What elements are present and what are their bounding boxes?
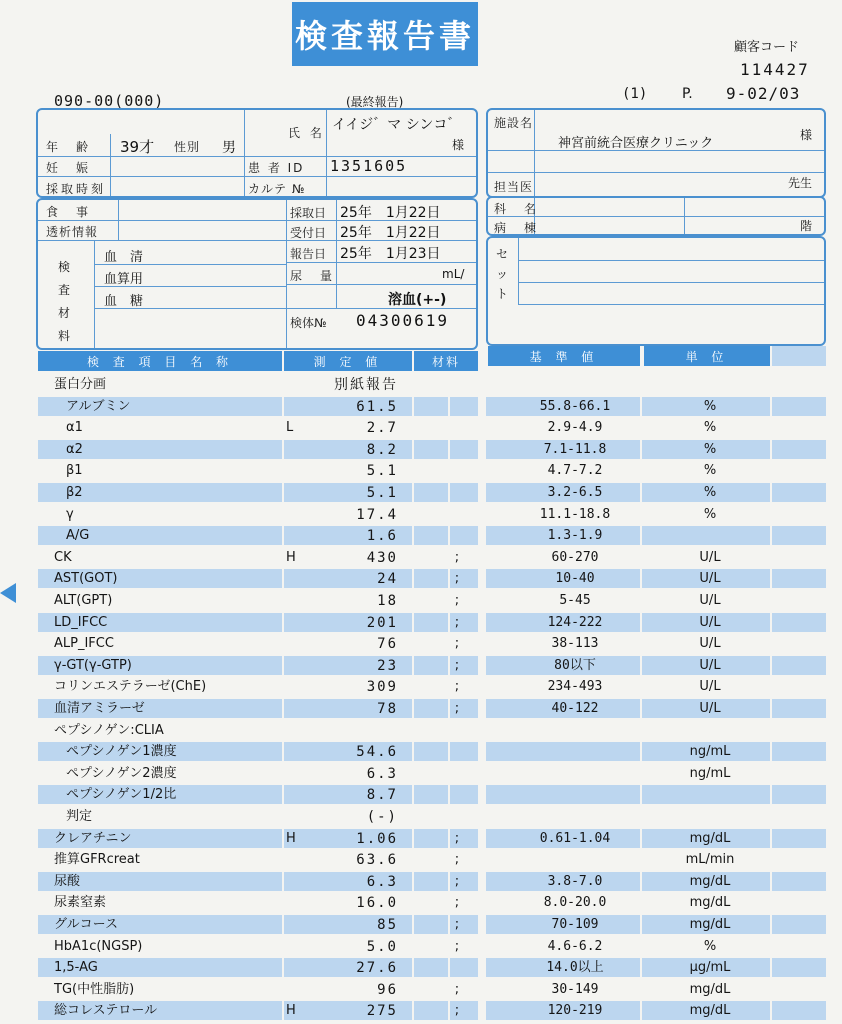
row-material-mark: ;: [454, 917, 460, 932]
collect-date-label: 採取日: [290, 206, 327, 220]
sex-label: 性別: [174, 140, 201, 154]
table-row: [0, 525, 842, 547]
table-row: [0, 892, 842, 914]
department-label: 科 名: [494, 202, 540, 216]
table-row: [0, 547, 842, 569]
receive-date-label: 受付日: [290, 226, 327, 240]
material-blood-count: 血算用: [104, 272, 144, 287]
row-reference: 124-222: [547, 614, 603, 630]
table-row: [0, 655, 842, 677]
row-material-mark: ;: [454, 852, 460, 868]
row-material-mark: ;: [454, 549, 460, 565]
header-material: 材料: [414, 351, 478, 371]
row-item-name: 尿酸: [54, 873, 81, 889]
row-reference: 3.2-6.5: [547, 485, 603, 500]
meal-label: 食 事: [46, 205, 92, 219]
row-material-mark: ;: [454, 593, 460, 608]
row-value: 63.6: [356, 852, 398, 869]
row-item-name: 血清アミラーゼ: [54, 701, 145, 716]
table-row: [0, 936, 842, 958]
row-reference: 11.1-18.8: [539, 506, 611, 522]
collection-time-label: 採取時刻: [46, 182, 107, 196]
row-value: 275: [366, 1003, 398, 1020]
table-row: [0, 590, 842, 612]
row-item-name: β1: [66, 463, 83, 479]
table-row: [0, 568, 842, 590]
row-value: 5.0: [366, 938, 398, 955]
table-row: [0, 633, 842, 655]
row-value: 2.7: [366, 420, 398, 437]
row-unit: %: [703, 441, 717, 457]
row-value: 61.5: [356, 398, 398, 415]
facility-honorific: 様: [800, 128, 813, 142]
row-value: 76: [377, 636, 398, 653]
row-reference: 4.6-6.2: [547, 938, 603, 954]
results-table: [0, 374, 842, 1024]
row-reference: 14.0以上: [546, 960, 604, 976]
table-row: [0, 741, 842, 763]
table-row: [0, 374, 842, 396]
row-item-name: 尿素窒素: [54, 895, 107, 911]
table-row: [0, 979, 842, 1001]
row-item-name: アルブミン: [66, 398, 131, 414]
table-row: [0, 871, 842, 893]
row-item-name: CK: [54, 549, 72, 565]
row-value: 別紙報告: [334, 377, 398, 393]
header-item-name: 検 査 項 目 名 称: [38, 351, 282, 371]
row-item-name: AST(GOT): [54, 571, 118, 587]
row-unit: U/L: [699, 571, 721, 587]
row-flag: H: [286, 1003, 296, 1019]
row-value: 27.6: [356, 960, 398, 977]
sample-info-box: [36, 198, 478, 350]
row-unit: U/L: [699, 593, 721, 608]
facility-label: 施設名: [494, 116, 534, 130]
row-value: 8.2: [366, 441, 398, 458]
table-row: [0, 482, 842, 504]
row-item-name: α1: [66, 420, 83, 436]
row-item-name: γ: [66, 506, 74, 522]
row-value: 201: [366, 614, 398, 631]
row-reference: 3.8-7.0: [547, 873, 603, 889]
row-value: 16.0: [356, 895, 398, 912]
table-row: [0, 763, 842, 785]
material-glucose: 血 糖: [104, 294, 144, 309]
table-row: [0, 396, 842, 418]
row-material-mark: ;: [454, 636, 460, 652]
row-item-name: α2: [66, 441, 83, 457]
row-material-mark: ;: [454, 830, 460, 846]
row-unit: mg/dL: [689, 917, 731, 932]
row-item-name: 蛋白分画: [54, 377, 107, 392]
header-unit: 単 位: [644, 346, 770, 366]
row-reference: 120-219: [547, 1003, 603, 1019]
set-label: セ ッ ト: [496, 247, 509, 301]
row-unit: U/L: [699, 614, 721, 630]
table-row: [0, 914, 842, 936]
row-item-name: A/G: [66, 528, 90, 544]
collect-date: 25年 1月22日: [340, 205, 441, 221]
table-row: [0, 784, 842, 806]
facility-name: 神宮前統合医療クリニック: [558, 136, 714, 151]
row-reference: 4.7-7.2: [547, 463, 603, 479]
row-item-name: TG(中性脂肪): [54, 981, 135, 997]
customer-code-label: 顧客コード: [734, 40, 800, 55]
row-reference: 1.3-1.9: [547, 528, 603, 544]
row-flag: L: [286, 420, 294, 436]
row-unit: mg/dL: [689, 981, 731, 997]
name-label: 氏 名: [288, 126, 325, 140]
set-box: [486, 236, 826, 346]
urine-label: 尿 量: [290, 269, 336, 283]
row-value: 23: [377, 657, 398, 674]
table-row: [0, 417, 842, 439]
table-row: [0, 698, 842, 720]
row-unit: U/L: [699, 657, 721, 673]
row-reference: 60-270: [551, 549, 599, 565]
row-value: 5.1: [366, 463, 398, 480]
row-unit: U/L: [699, 549, 721, 565]
doctor-label: 担当医: [494, 180, 534, 194]
row-unit: mg/dL: [689, 895, 731, 911]
row-material-mark: ;: [454, 614, 460, 630]
row-unit: %: [703, 463, 717, 479]
row-reference: 80以下: [554, 657, 596, 673]
row-value: 85: [377, 917, 398, 933]
report-status: (最終報告): [346, 95, 404, 109]
row-reference: 10-40: [555, 571, 595, 587]
table-row: [0, 676, 842, 698]
row-item-name: γ-GT(γ-GTP): [54, 657, 132, 673]
row-material-mark: ;: [454, 701, 460, 716]
row-value: 6.3: [366, 765, 398, 782]
row-unit: mg/dL: [689, 830, 731, 846]
row-value: 78: [377, 701, 398, 717]
table-row: [0, 957, 842, 979]
table-row: [0, 439, 842, 461]
row-reference: 5-45: [559, 593, 591, 608]
department-box: [486, 196, 826, 236]
row-material-mark: ;: [454, 873, 460, 889]
row-value: (-): [366, 809, 398, 825]
specimen-label: 検体№: [290, 316, 327, 330]
patient-info-box: [36, 108, 478, 198]
row-item-name: 推算GFRcreat: [54, 852, 140, 868]
row-flag: H: [286, 549, 296, 565]
specimen-number: 04300619: [356, 311, 450, 330]
row-flag: H: [286, 830, 296, 846]
row-material-mark: ;: [454, 938, 460, 954]
row-item-name: ペプシノゲン2濃度: [66, 765, 177, 781]
dialysis-label: 透析情報: [46, 225, 99, 239]
row-value: 18: [377, 593, 398, 609]
row-material-mark: ;: [454, 895, 460, 911]
row-reference: 55.8-66.1: [539, 398, 611, 414]
row-item-name: 判定: [66, 809, 93, 824]
row-unit: μg/mL: [689, 960, 731, 976]
doctor-suffix: 先生: [788, 176, 813, 190]
hemolysis: 溶血(+-): [388, 292, 447, 308]
row-unit: U/L: [699, 679, 721, 695]
table-row: [0, 828, 842, 850]
row-unit: %: [703, 420, 717, 436]
row-value: 430: [366, 549, 398, 566]
report-id: 090-00(000): [54, 92, 165, 110]
row-unit: %: [703, 506, 717, 522]
patient-id-label: 患 者 ID: [248, 161, 305, 175]
row-item-name: 1,5-AG: [54, 960, 98, 976]
row-reference: 38-113: [551, 636, 599, 652]
page-arrow-icon[interactable]: [0, 583, 16, 603]
row-value: 309: [366, 679, 398, 696]
row-material-mark: ;: [454, 657, 460, 673]
report-date-label: 報告日: [290, 247, 327, 261]
row-unit: %: [703, 485, 717, 500]
row-material-mark: ;: [454, 571, 460, 587]
row-item-name: 総コレステロール: [54, 1003, 158, 1019]
row-item-name: LD_IFCC: [54, 614, 108, 630]
report-date: 25年 1月23日: [340, 246, 441, 262]
row-value: 5.1: [366, 485, 398, 501]
urine-unit: mL/: [442, 267, 465, 281]
facility-info-box: [486, 108, 826, 198]
floor-suffix: 階: [800, 219, 813, 233]
row-unit: ng/mL: [689, 765, 731, 781]
row-item-name: β2: [66, 485, 83, 500]
row-unit: %: [703, 398, 717, 414]
row-value: 24: [377, 571, 398, 588]
customer-code: 114427: [740, 60, 810, 79]
row-item-name: ペプシノゲン:CLIA: [54, 722, 164, 738]
table-row: [0, 806, 842, 828]
row-unit: %: [703, 938, 717, 954]
row-item-name: ペプシノゲン1濃度: [66, 744, 177, 760]
karte-label: カルテ №: [248, 182, 306, 196]
row-unit: U/L: [699, 701, 721, 716]
table-row: [0, 504, 842, 526]
row-item-name: ALT(GPT): [54, 593, 113, 608]
row-item-name: ペプシノゲン1/2比: [66, 787, 177, 803]
row-unit: ng/mL: [689, 744, 731, 760]
row-item-name: ALP_IFCC: [54, 636, 114, 652]
table-row: [0, 1000, 842, 1022]
row-material-mark: ;: [454, 679, 460, 695]
row-material-mark: ;: [454, 981, 460, 997]
patient-name: イイジ゛マ シンコ゛: [332, 117, 462, 133]
document-title: 検査報告書: [292, 2, 478, 66]
row-reference: 30-149: [551, 981, 599, 997]
header-reference: 基 準 値: [488, 346, 640, 366]
page-number: (1): [622, 86, 648, 102]
row-item-name: グルコース: [54, 917, 118, 932]
row-value: 54.6: [356, 744, 398, 761]
row-value: 17.4: [356, 506, 398, 523]
row-reference: 70-109: [551, 917, 599, 932]
row-value: 1.6: [366, 528, 398, 545]
table-row: [0, 460, 842, 482]
patient-id: 1351605: [330, 157, 408, 175]
ward-label: 病 棟: [494, 221, 540, 235]
table-row: [0, 849, 842, 871]
age-label: 年 齢: [46, 140, 92, 154]
row-item-name: HbA1c(NGSP): [54, 938, 143, 954]
row-unit: mg/dL: [689, 873, 731, 889]
row-item-name: コリンエステラーゼ(ChE): [54, 679, 207, 695]
table-row: [0, 720, 842, 742]
row-value: 6.3: [366, 873, 398, 890]
row-unit: mL/min: [685, 852, 735, 868]
sex-value: 男: [222, 140, 236, 156]
page-label: P.: [682, 86, 693, 102]
age-value: 39才: [120, 138, 155, 156]
row-unit: mg/dL: [689, 1003, 731, 1019]
row-value: 1.06: [356, 830, 398, 847]
row-reference: 2.9-4.9: [547, 420, 603, 436]
row-reference: 7.1-11.8: [543, 441, 607, 457]
row-reference: 234-493: [547, 679, 603, 695]
material-label: 検 査 材 料: [58, 260, 71, 343]
receive-date: 25年 1月22日: [340, 225, 441, 241]
row-reference: 8.0-20.0: [543, 895, 607, 911]
page-reference: 9-02/03: [726, 84, 801, 103]
pregnancy-label: 妊 娠: [46, 161, 92, 175]
header-value: 測 定 値: [284, 351, 412, 371]
row-reference: 40-122: [551, 701, 599, 716]
row-reference: 0.61-1.04: [539, 830, 611, 846]
material-serum: 血 清: [104, 250, 144, 265]
patient-honorific: 様: [452, 138, 465, 152]
row-value: 8.7: [366, 787, 398, 804]
row-material-mark: ;: [454, 1003, 460, 1019]
table-row: [0, 612, 842, 634]
row-item-name: クレアチニン: [54, 830, 132, 846]
row-value: 96: [377, 981, 398, 998]
row-unit: U/L: [699, 636, 721, 652]
